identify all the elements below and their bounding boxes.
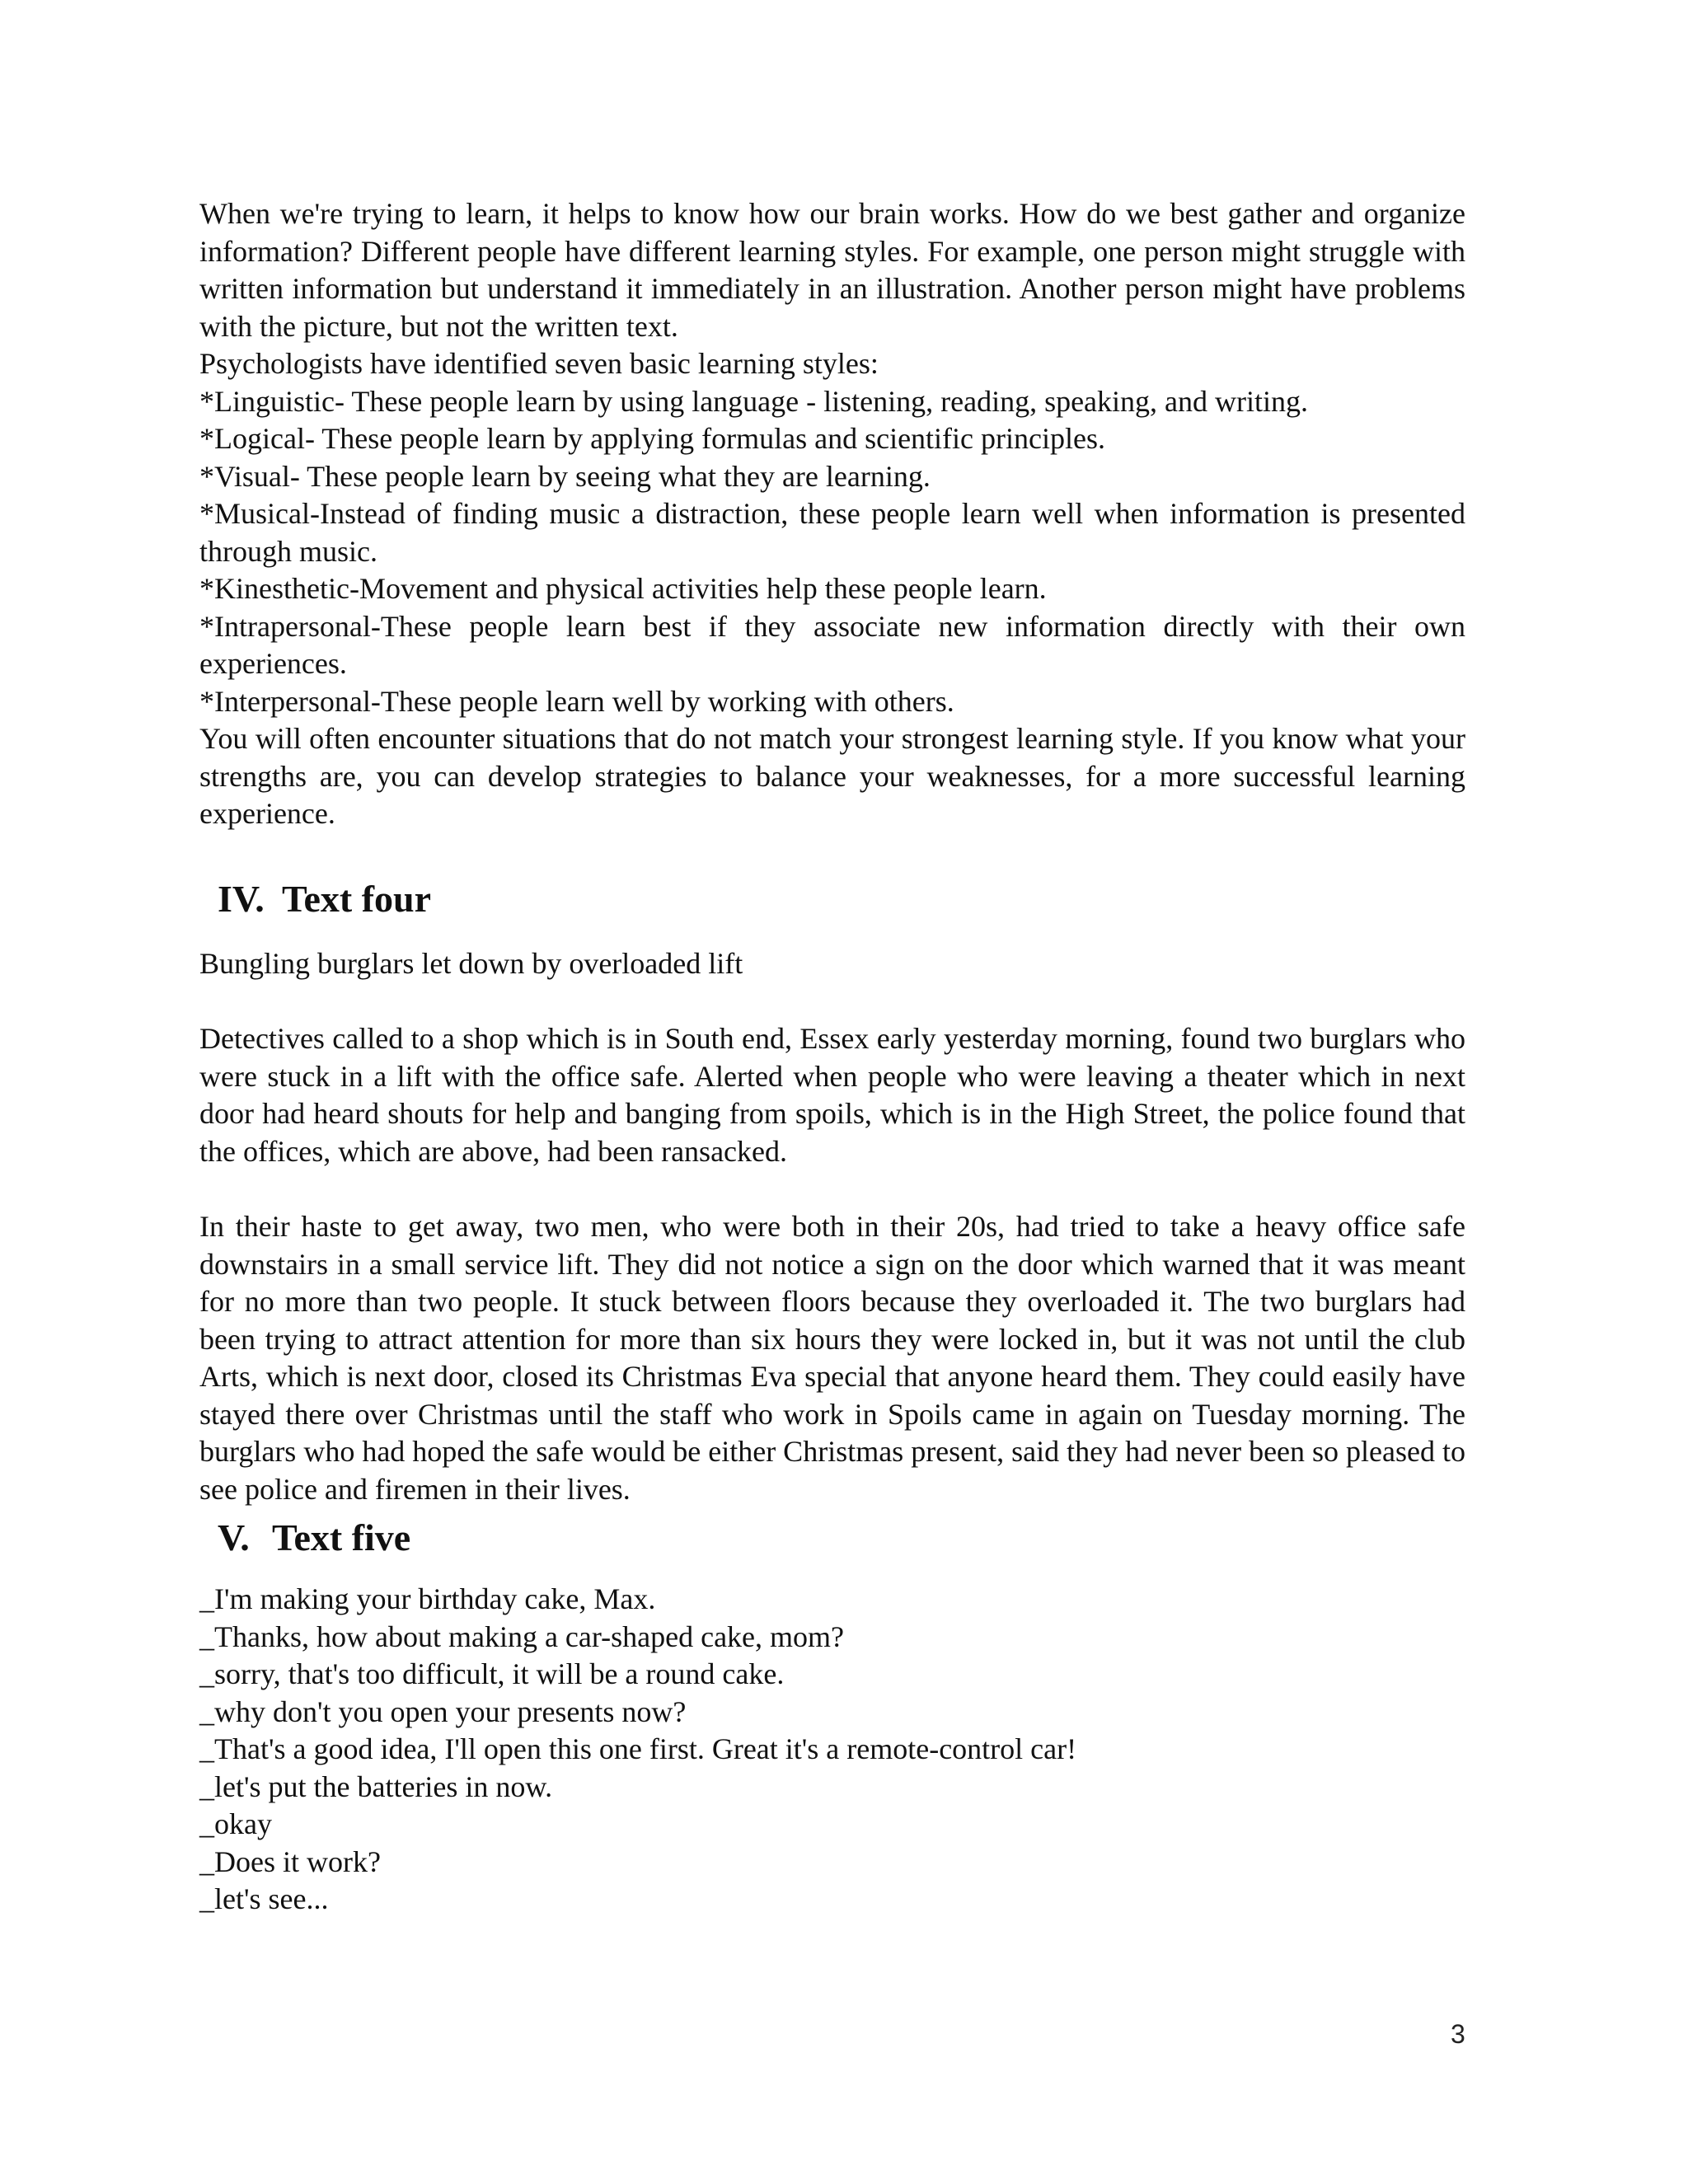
section-heading-text-five bbox=[199, 1515, 1465, 1561]
document-page bbox=[199, 195, 1465, 1919]
dialogue bbox=[199, 1581, 1465, 1919]
section-heading-text-four bbox=[199, 876, 1465, 922]
article-paragraph-2: In their haste to get away, two men, who were both in their 20s, had tried to take a heavy office safe downstairs in a small service lift. They did not notice a sign on the door which warned that it was meant for no more than two people. It stuck between floors because they overloaded it. The two burglars had been trying to attract attention for more than six hours they were locked in, but it was not until the club Arts, which is next door, closed its Christmas Eva special that anyone heard them. They could easily have stayed there over Christmas until the staff who work in Spoils came in again on Tuesday morning. The burglars who had hoped the safe would be either Christmas present, said they had never been so pleased to see police and firemen in their lives. bbox=[199, 1210, 1465, 1506]
section-title: Text four bbox=[282, 877, 432, 920]
page-number: 3 bbox=[1451, 2019, 1465, 2049]
intro-paragraph: When we're trying to learn, it helps to know how our brain works. How do we best gather and organize information? Different people have different learning styles. For example, one person might struggle with written information but understand it immediately in an illustration. Another person might have problems with the picture, but not the written text. bbox=[199, 197, 1465, 343]
dialogue-line: _That's a good idea, I'll open this one first. Great it's a remote-control car! bbox=[199, 1732, 1077, 1765]
style-kinesthetic: *Kinesthetic-Movement and physical activities help these people learn. bbox=[199, 572, 1047, 605]
article-paragraph-1: Detectives called to a shop which is in South end, Essex early yesterday morning, found two burglars who were stuck in a lift with the office safe. Alerted when people who were leaving a theater which in next door had heard shouts for help and banging from spoils, which is in the High Street, the police found that the offices, which are above, had been ransacked. bbox=[199, 1022, 1465, 1168]
style-interpersonal: *Interpersonal-These people learn well by working with others. bbox=[199, 684, 954, 718]
dialogue-line: _I'm making your birthday cake, Max. bbox=[199, 1582, 656, 1615]
section-title: Text five bbox=[272, 1516, 411, 1558]
style-logical: *Logical- These people learn by applying formulas and scientific principles. bbox=[199, 422, 1105, 455]
style-visual: *Visual- These people learn by seeing what they are learning. bbox=[199, 459, 931, 493]
article-title: Bungling burglars let down by overloaded lift bbox=[199, 946, 743, 980]
closing-paragraph: You will often encounter situations that do not match your strongest learning style. If you know what your strengths are, you can develop strategies to balance your weaknesses, for a more successful learning experience. bbox=[199, 722, 1465, 830]
dialogue-line: _let's put the batteries in now. bbox=[199, 1769, 553, 1803]
section-numeral: IV. bbox=[218, 877, 265, 920]
dialogue-line: _let's see... bbox=[199, 1882, 329, 1915]
style-intrapersonal: *Intrapersonal-These people learn best if they associate new information directly with their own experiences. bbox=[199, 609, 1465, 680]
dialogue-line: _okay bbox=[199, 1807, 272, 1840]
styles-lead: Psychologists have identified seven basic learning styles: bbox=[199, 347, 879, 380]
dialogue-line: _Thanks, how about making a car-shaped cake, mom? bbox=[199, 1619, 845, 1653]
section-numeral: V. bbox=[218, 1516, 250, 1558]
style-musical: *Musical-Instead of finding music a distraction, these people learn well when information is presented through music. bbox=[199, 497, 1465, 568]
dialogue-line: _Does it work? bbox=[199, 1844, 381, 1878]
style-linguistic: *Linguistic- These people learn by using language - listening, reading, speaking, and writing. bbox=[199, 384, 1309, 418]
dialogue-line: _why don't you open your presents now? bbox=[199, 1694, 687, 1728]
dialogue-line: _sorry, that's too difficult, it will be a round cake. bbox=[199, 1657, 785, 1690]
